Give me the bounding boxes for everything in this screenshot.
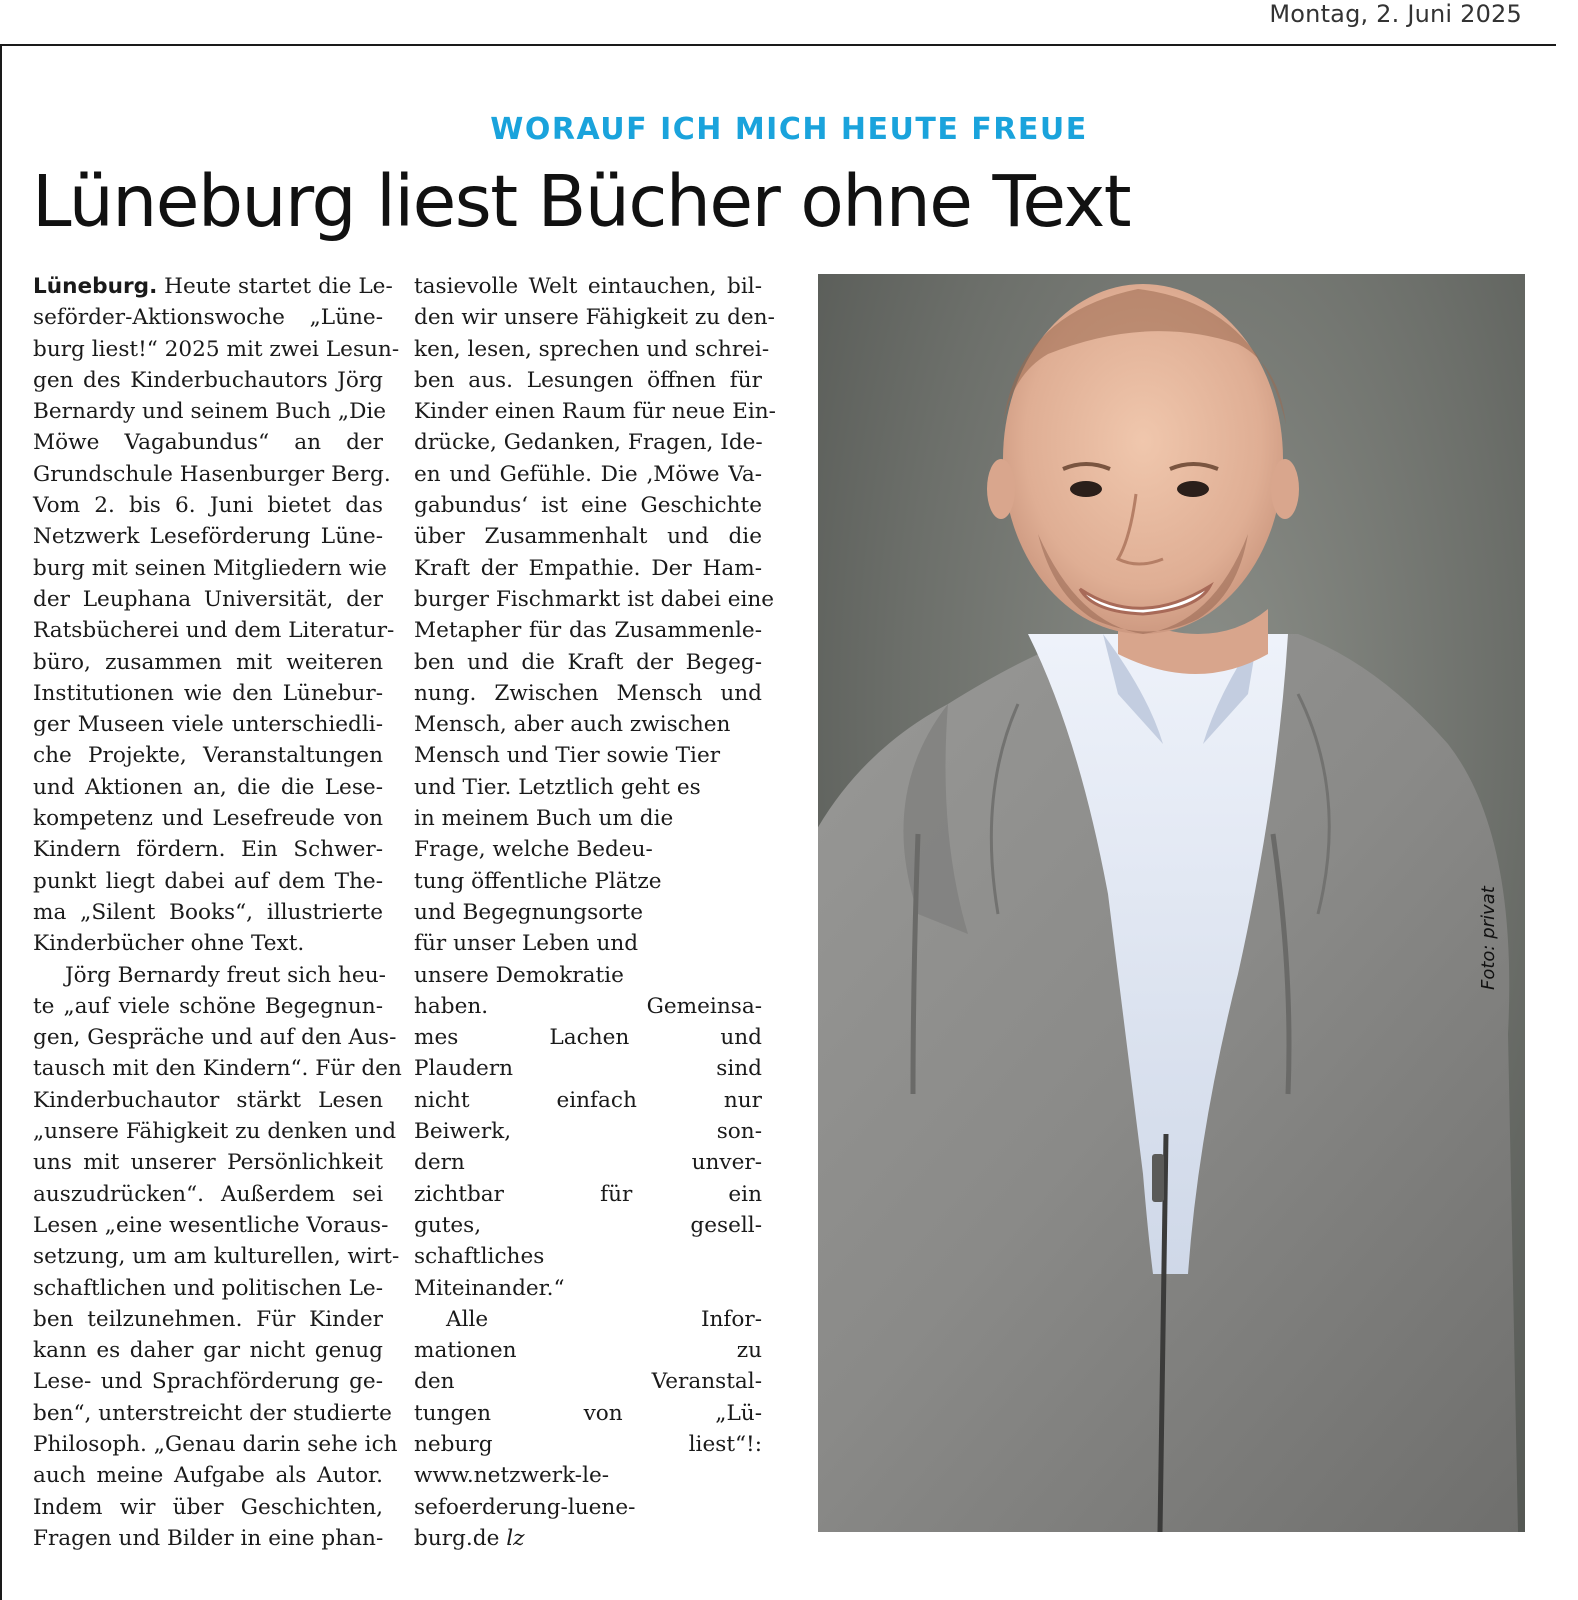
- article-text-line: punkt liegt dabei auf dem The-: [33, 868, 383, 894]
- author-signature: lz: [506, 1525, 525, 1551]
- article-text-line: burg.de lz: [414, 1525, 525, 1551]
- photo-credit: Foto: privat: [1478, 886, 1499, 990]
- article-text-line: te „auf viele schöne Begegnun-: [33, 993, 383, 1019]
- article-text-line: Mensch und Tier sowie Tier: [414, 743, 721, 769]
- author-photo: [818, 274, 1525, 1532]
- article-text-line: tung öffentliche Plätze: [414, 868, 662, 894]
- article-text-line: ben teilzunehmen. Für Kinder: [33, 1306, 383, 1332]
- article-column-2: [414, 271, 776, 1554]
- masthead-fragment: [58, 0, 758, 8]
- header-rule: [0, 44, 1556, 46]
- article-text-line: Mensch, aber auch zwischen: [414, 712, 731, 738]
- article-text-line: en und Gefühle. Die ‚Möwe Va-: [414, 461, 762, 487]
- article-text-line: und Tier. Letztlich geht es: [414, 774, 701, 800]
- article-text-line: Jörg Bernardy freut sich heu-: [65, 962, 386, 988]
- article-text-line: Netzwerk Leseförderung Lüne-: [33, 524, 383, 550]
- article-text-line: Ratsbücherei und dem Literatur-: [33, 618, 395, 644]
- article-text-line: auszudrücken“. Außerdem sei: [33, 1181, 383, 1207]
- article-text-line: nicht einfach nur: [414, 1087, 762, 1113]
- article-text-line: burg liest!“ 2025 mit zwei Lesun-: [33, 336, 400, 362]
- article-text-line: Plaudern sind: [414, 1056, 762, 1082]
- author-portrait-illustration: [818, 274, 1525, 1532]
- article-text-line: setzung, um am kulturellen, wirt-: [33, 1244, 400, 1270]
- article-text-line: und Aktionen an, die die Lese-: [33, 774, 383, 800]
- article-text-line: gen, Gespräche und auf den Aus-: [33, 1025, 397, 1051]
- issue-date: Montag, 2. Juni 2025: [1269, 0, 1522, 28]
- article-text-line: schaftliches: [414, 1244, 545, 1270]
- article-text-line: „unsere Fähigkeit zu denken und: [33, 1119, 397, 1145]
- article-text-line: Frage, welche Bedeu-: [414, 837, 653, 863]
- article-text-line: Institutionen wie den Lünebur-: [33, 680, 383, 706]
- article-text-line: haben. Gemeinsa-: [414, 993, 762, 1019]
- article-text-line: drücke, Gedanken, Fragen, Ide-: [414, 430, 763, 456]
- article-text-line: burg mit seinen Mitgliedern wie: [33, 555, 387, 581]
- article-text-line: der Leuphana Universität, der: [33, 586, 383, 612]
- article-text-line: büro, zusammen mit weiteren: [33, 649, 383, 675]
- article-text-line: neburg liest“!:: [414, 1431, 762, 1457]
- article-text-line: den wir unsere Fähigkeit zu den-: [414, 305, 775, 331]
- page-border: [0, 44, 2, 1600]
- article-text-line: tungen von „Lü-: [414, 1400, 762, 1426]
- article-text-line: auch meine Aufgabe als Autor.: [33, 1463, 383, 1489]
- article-text-line: sefoerderung-luene-: [414, 1494, 636, 1520]
- article-text-line: Alle Infor-: [446, 1306, 762, 1332]
- article-text-line: mes Lachen und: [414, 1025, 762, 1051]
- article-text-line: ben aus. Lesungen öffnen für: [414, 367, 762, 393]
- article-text-line: Beiwerk, son-: [414, 1119, 762, 1145]
- article-text-line: tasievolle Welt eintauchen, bil-: [414, 274, 762, 299]
- article-dateline: Lüneburg.: [33, 274, 158, 299]
- article-text-line: Indem wir über Geschichten,: [33, 1494, 383, 1520]
- article-text-line: Fragen und Bilder in eine phan-: [33, 1525, 384, 1551]
- article-text-line: Grundschule Hasenburger Berg.: [33, 461, 391, 487]
- article-text-line: ma „Silent Books“, illustrierte: [33, 899, 383, 925]
- article-text-line: ben“, unterstreicht der studierte: [33, 1400, 392, 1426]
- article-text-line: kompetenz und Lesefreude von: [33, 806, 383, 832]
- article-text-line: über Zusammenhalt und die: [414, 524, 762, 550]
- article-text-line: www.netzwerk-le-: [414, 1463, 610, 1489]
- article-text-line: Lüneburg. Heute startet die Le-: [33, 274, 393, 299]
- article-text-line: Lesen „eine wesentliche Voraus-: [33, 1212, 389, 1238]
- article-text-line: Lese- und Sprachförderung ge-: [33, 1369, 383, 1395]
- article-text-line: Kinderbuchautor stärkt Lesen: [33, 1087, 383, 1113]
- article-text-line: gutes, gesell-: [414, 1212, 762, 1238]
- article-text-line: Möwe Vagabundus“ an der: [33, 430, 383, 456]
- article-text-line: dern unver-: [414, 1150, 762, 1176]
- article-text-line: ger Museen viele unterschiedli-: [33, 712, 383, 738]
- article-text-line: für unser Leben und: [414, 931, 639, 957]
- article-text-line: ken, lesen, sprechen und schrei-: [414, 336, 770, 362]
- article-text-line: mationen zu: [414, 1338, 762, 1364]
- article-text-line: Kinderbücher ohne Text.: [33, 931, 305, 957]
- article-text-line: uns mit unserer Persönlichkeit: [33, 1150, 383, 1176]
- article-text-line: Miteinander.“: [414, 1275, 565, 1301]
- article-text-line: in meinem Buch um die: [414, 806, 674, 832]
- article-text-line: Bernardy und seinem Buch „Die: [33, 399, 387, 425]
- article-text-line: Kraft der Empathie. Der Ham-: [414, 555, 762, 581]
- article-text-line: Vom 2. bis 6. Juni bietet das: [33, 493, 383, 519]
- article-text-line: Kinder einen Raum für neue Ein-: [414, 399, 776, 425]
- article-text-line: zichtbar für ein: [414, 1181, 762, 1207]
- article-column-1: [33, 271, 402, 1554]
- article-text-line: kann es daher gar nicht genug: [33, 1338, 383, 1364]
- article-text-line: che Projekte, Veranstaltungen: [33, 743, 383, 769]
- article-kicker: WORAUF ICH MICH HEUTE FREUE: [490, 112, 1088, 147]
- article-text-line: Kindern fördern. Ein Schwer-: [33, 837, 383, 863]
- article-text-line: ben und die Kraft der Begeg-: [414, 649, 762, 675]
- article-text-line: Metapher für das Zusammenle-: [414, 618, 762, 644]
- article-text-line: tausch mit den Kindern“. Für den: [33, 1056, 402, 1082]
- article-text-line: unsere Demokratie: [414, 962, 624, 988]
- article-text-line: und Begegnungsorte: [414, 899, 643, 925]
- article-text-line: seförder-Aktionswoche „Lüne-: [33, 305, 383, 331]
- article-text-line: burger Fischmarkt ist dabei eine: [414, 586, 775, 612]
- article-text-line: schaftlichen und politischen Le-: [33, 1275, 383, 1301]
- article-text-line: gabundus‘ ist eine Geschichte: [414, 493, 762, 519]
- article-text-line: Philosoph. „Genau darin sehe ich: [33, 1431, 398, 1457]
- article-text-line: gen des Kinderbuchautors Jörg: [33, 367, 383, 393]
- article-headline: Lüneburg liest Bücher ohne Text: [32, 160, 1131, 243]
- article-text-line: nung. Zwischen Mensch und: [414, 680, 762, 706]
- article-text-line: den Veranstal-: [414, 1369, 762, 1395]
